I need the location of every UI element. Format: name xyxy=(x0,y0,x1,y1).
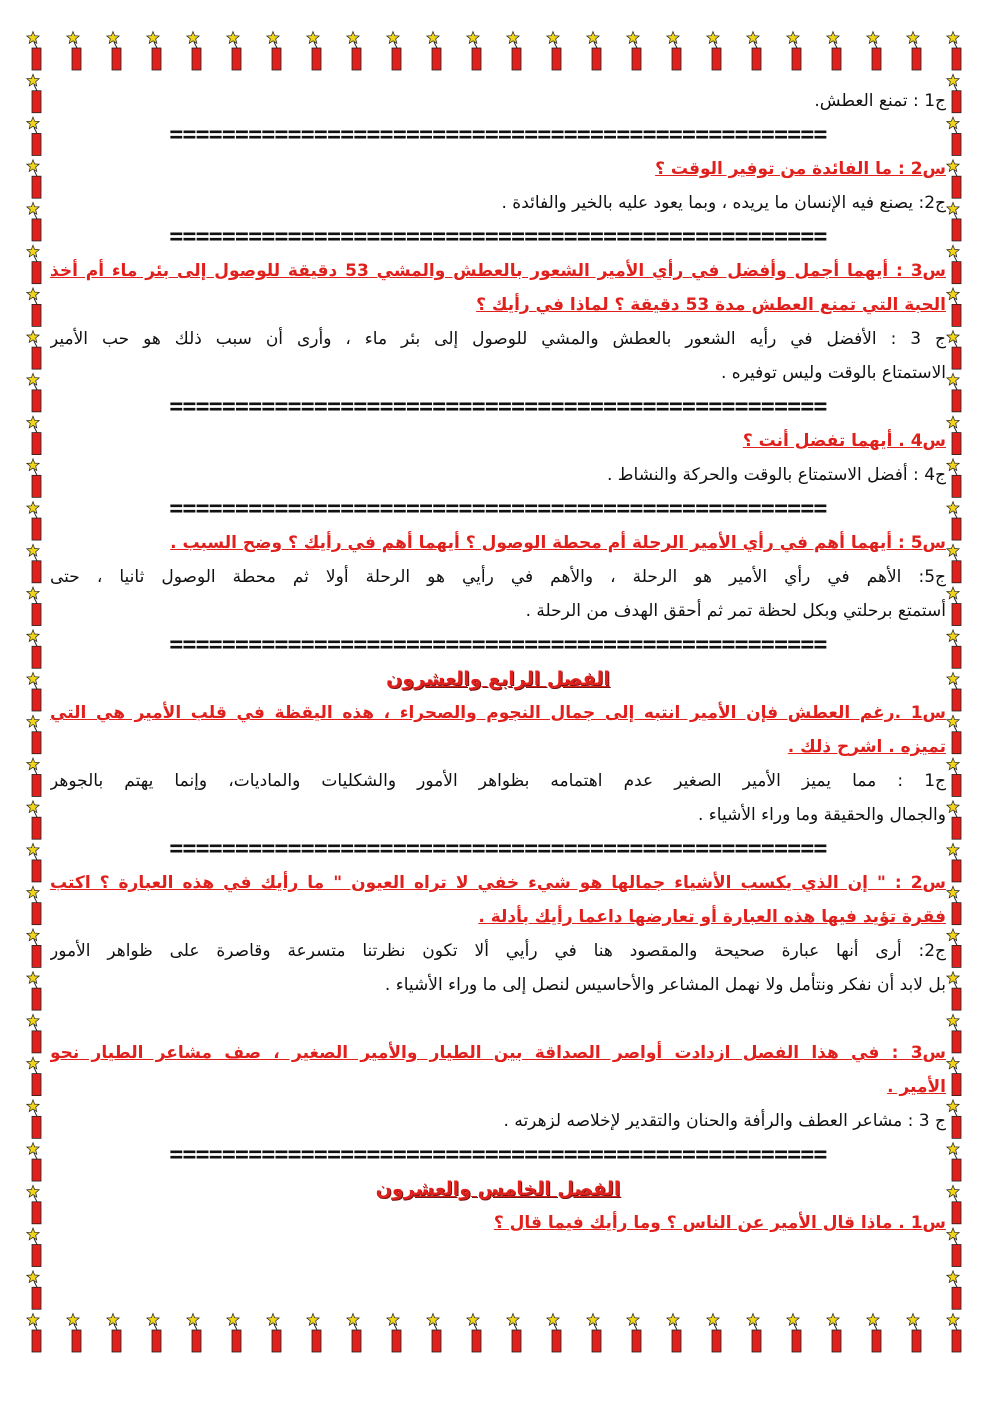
firecracker-icon xyxy=(947,373,961,411)
firecracker-icon xyxy=(547,32,561,71)
firecracker-icon xyxy=(27,1014,41,1052)
firecracker-icon xyxy=(27,1228,41,1267)
chapter-24-question-2-line-1: س2 : " إن الذي يكسب الأشياء جمالها هو شيء خفي لا تراه العيون " ما رأيك في هذه العبارة ؟ اكتب xyxy=(50,873,946,893)
answer-3-line-1: ج 3 : الأفضل في رأيه الشعور بالعطش والمشي للوصول إلى بئر ماء ، وأرى أن سبب ذلك هو حب الأمير xyxy=(50,329,946,349)
firecracker-icon xyxy=(27,502,41,540)
chapter-24-question-3-line-1: س3 : في هذا الفصل ازدادت أواصر الصداقة بين الطيار والأمير الصغير ، صف مشاعر الطيار نحو xyxy=(50,1043,946,1063)
firecracker-icon xyxy=(27,843,41,882)
firecracker-icon xyxy=(947,1100,961,1139)
firecracker-icon xyxy=(27,1143,41,1181)
firecracker-icon xyxy=(27,459,41,498)
question-3-line-2: الحبة التي تمنع العطش مدة 53 دقيقة ؟ لماذا في رأيك ؟ xyxy=(476,295,946,315)
firecracker-icon xyxy=(667,32,681,71)
separator-line: ================================================== xyxy=(169,632,827,658)
firecracker-icon xyxy=(27,245,41,283)
chapter-24-answer-1-line-2: والجمال والحقيقة وما وراء الأشياء . xyxy=(698,805,946,825)
firecracker-icon xyxy=(27,929,41,968)
firecracker-icon xyxy=(347,32,361,71)
firecracker-icon xyxy=(227,1314,241,1353)
question-4: س4 . أيهما تفضل أنت ؟ xyxy=(742,431,946,451)
firecracker-icon xyxy=(947,886,961,924)
firecracker-icon xyxy=(27,288,41,327)
firecracker-icon xyxy=(947,630,961,668)
firecracker-icon xyxy=(27,1100,41,1139)
firecracker-icon xyxy=(947,1271,961,1309)
firecracker-icon xyxy=(947,843,961,882)
firecracker-icon xyxy=(307,1314,321,1353)
separator-line: ================================================== xyxy=(169,836,827,862)
firecracker-icon xyxy=(27,416,41,455)
chapter-24-question-2-line-2: فقرة تؤيد فيها هذه العبارة أو تعارضها داعما رأيك بأدلة . xyxy=(478,907,946,927)
firecracker-icon xyxy=(107,1314,121,1353)
firecracker-icon xyxy=(427,32,441,71)
firecracker-icon xyxy=(867,1314,881,1353)
firecracker-icon xyxy=(27,801,41,840)
chapter-24-question-3-line-2: الأمير . xyxy=(887,1077,946,1097)
firecracker-icon xyxy=(27,1057,41,1096)
firecracker-icon xyxy=(787,1314,801,1353)
firecracker-icon xyxy=(947,1314,961,1353)
firecracker-icon xyxy=(467,1314,481,1353)
firecracker-icon xyxy=(507,32,521,71)
firecracker-icon xyxy=(27,630,41,668)
answer-5-line-2: أستمتع برحلتي وبكل لحظة تمر ثم أحقق الهدف من الرحلة . xyxy=(525,601,946,621)
firecracker-icon xyxy=(947,758,961,796)
firecracker-icon xyxy=(427,1314,441,1353)
answer-2: ج2: يصنع فيه الإنسان ما يريده ، وبما يعود عليه بالخير والفائدة . xyxy=(501,193,946,213)
firecracker-icon xyxy=(947,1143,961,1181)
chapter-24-answer-1-line-1: ج1 : مما يميز الأمير الصغير عدم اهتمامه بظواهر الأمور والشكليات والماديات، وإنما يهتم بالجوهر xyxy=(50,771,946,791)
firecracker-icon xyxy=(947,245,961,283)
chapter-25-question-1: س1 . ماذا قال الأمير عن الناس ؟ وما رأيك فيما قال ؟ xyxy=(493,1213,946,1233)
firecracker-icon xyxy=(907,32,921,71)
separator-line: ================================================== xyxy=(169,224,827,250)
firecracker-icon xyxy=(387,1314,401,1353)
firecracker-icon xyxy=(947,416,961,455)
firecracker-icon xyxy=(27,972,41,1011)
chapter-24-question-1-line-1: س1 .رغم العطش فإن الأمير انتبه إلى جمال النجوم والصحراء ، هذه اليقظة في قلب الأمير هي التي xyxy=(50,703,946,723)
firecracker-icon xyxy=(467,32,481,71)
chapter-25-heading: الفصل الخامس والعشرون xyxy=(375,1178,621,1200)
firecracker-icon xyxy=(267,1314,281,1353)
firecracker-icon xyxy=(947,502,961,540)
question-3-line-1: س3 : أيهما أجمل وأفضل في رأي الأمير الشعور بالعطش والمشي 53 دقيقة للوصول إلى بئر ماء أم أخذ xyxy=(50,261,946,281)
firecracker-icon xyxy=(787,32,801,71)
separator-line: ================================================== xyxy=(169,122,827,148)
firecracker-icon xyxy=(27,117,41,155)
separator-line: ================================================== xyxy=(169,1142,827,1168)
firecracker-icon xyxy=(27,32,41,71)
firecracker-icon xyxy=(227,32,241,71)
firecracker-icon xyxy=(867,32,881,71)
firecracker-icon xyxy=(147,1314,161,1353)
firecracker-icon xyxy=(27,886,41,924)
blank-spacer xyxy=(50,1002,946,1036)
firecracker-icon xyxy=(27,758,41,796)
firecracker-icon xyxy=(187,32,201,71)
firecracker-icon xyxy=(27,202,41,241)
firecracker-icon xyxy=(627,1314,641,1353)
chapter-24-answer-2-line-2: بل لابد أن نفكر ونتأمل ولا نهمل المشاعر والأحاسيس لنصل إلى ما وراء الأشياء . xyxy=(384,975,946,995)
firecracker-icon xyxy=(547,1314,561,1353)
firecracker-icon xyxy=(947,202,961,241)
firecracker-icon xyxy=(747,1314,761,1353)
firecracker-icon xyxy=(947,32,961,71)
firecracker-icon xyxy=(27,544,41,583)
chapter-24-answer-3: ج 3 : مشاعر العطف والرأفة والحنان والتقدير لإخلاصه لزهرته . xyxy=(503,1111,946,1131)
answer-4: ج4 : أفضل الاستمتاع بالوقت والحركة والنشاط . xyxy=(607,465,946,485)
firecracker-icon xyxy=(747,32,761,71)
firecracker-icon xyxy=(587,1314,601,1353)
chapter-24-heading: الفصل الرابع والعشرون xyxy=(386,668,610,690)
firecracker-icon xyxy=(947,74,961,113)
firecracker-icon xyxy=(27,1314,41,1353)
separator-line: ================================================== xyxy=(169,496,827,522)
firecracker-icon xyxy=(27,673,41,712)
firecracker-icon xyxy=(947,160,961,199)
question-5: س5 : أيهما أهم في رأي الأمير الرحلة أم محطة الوصول ؟ أيهما أهم في رأيك ؟ وضح السبب . xyxy=(170,533,946,553)
answer-1-line: ج1 : تمنع العطش. xyxy=(814,91,946,111)
firecracker-icon xyxy=(147,32,161,71)
page-content xyxy=(50,84,946,1240)
chapter-24-answer-2-line-1: ج2: أرى أنها عبارة صحيحة والمقصود هنا في رأيي ألا تكون نظرتنا متسرعة وقاصرة على ظواهر الأمور xyxy=(50,941,946,961)
firecracker-icon xyxy=(667,1314,681,1353)
firecracker-icon xyxy=(947,587,961,626)
firecracker-icon xyxy=(187,1314,201,1353)
firecracker-icon xyxy=(27,74,41,113)
firecracker-icon xyxy=(947,801,961,840)
firecracker-icon xyxy=(947,715,961,754)
firecracker-icon xyxy=(947,331,961,370)
firecracker-icon xyxy=(27,373,41,411)
firecracker-icon xyxy=(827,1314,841,1353)
firecracker-icon xyxy=(67,32,81,71)
firecracker-icon xyxy=(947,1057,961,1096)
firecracker-icon xyxy=(947,1014,961,1052)
firecracker-icon xyxy=(27,715,41,754)
question-2: س2 : ما الفائدة من توفير الوقت ؟ xyxy=(655,159,946,179)
firecracker-icon xyxy=(947,673,961,712)
firecracker-icon xyxy=(947,929,961,968)
firecracker-icon xyxy=(627,32,641,71)
chapter-24-question-1-line-2: تميزه . اشرح ذلك . xyxy=(787,737,946,757)
answer-5-line-1: ج5: الأهم في رأي الأمير هو الرحلة ، والأهم في رأيي هو الرحلة أولا ثم محطة الوصول ثانيا ، حتى xyxy=(50,567,946,587)
firecracker-icon xyxy=(707,32,721,71)
firecracker-icon xyxy=(27,1185,41,1224)
separator-line: ================================================== xyxy=(169,394,827,420)
firecracker-icon xyxy=(947,972,961,1011)
firecracker-icon xyxy=(27,1271,41,1309)
firecracker-icon xyxy=(27,160,41,199)
firecracker-icon xyxy=(267,32,281,71)
answer-3-line-2: الاستمتاع بالوقت وليس توفيره . xyxy=(720,363,946,383)
firecracker-icon xyxy=(947,1185,961,1224)
firecracker-icon xyxy=(307,32,321,71)
firecracker-icon xyxy=(907,1314,921,1353)
firecracker-icon xyxy=(27,331,41,370)
firecracker-icon xyxy=(507,1314,521,1353)
firecracker-icon xyxy=(707,1314,721,1353)
firecracker-icon xyxy=(947,459,961,498)
firecracker-icon xyxy=(827,32,841,71)
firecracker-icon xyxy=(67,1314,81,1353)
firecracker-icon xyxy=(587,32,601,71)
firecracker-icon xyxy=(347,1314,361,1353)
firecracker-icon xyxy=(947,117,961,155)
firecracker-icon xyxy=(947,1228,961,1267)
firecracker-icon xyxy=(947,288,961,327)
firecracker-icon xyxy=(27,587,41,626)
firecracker-icon xyxy=(107,32,121,71)
firecracker-icon xyxy=(387,32,401,71)
firecracker-icon xyxy=(947,544,961,583)
